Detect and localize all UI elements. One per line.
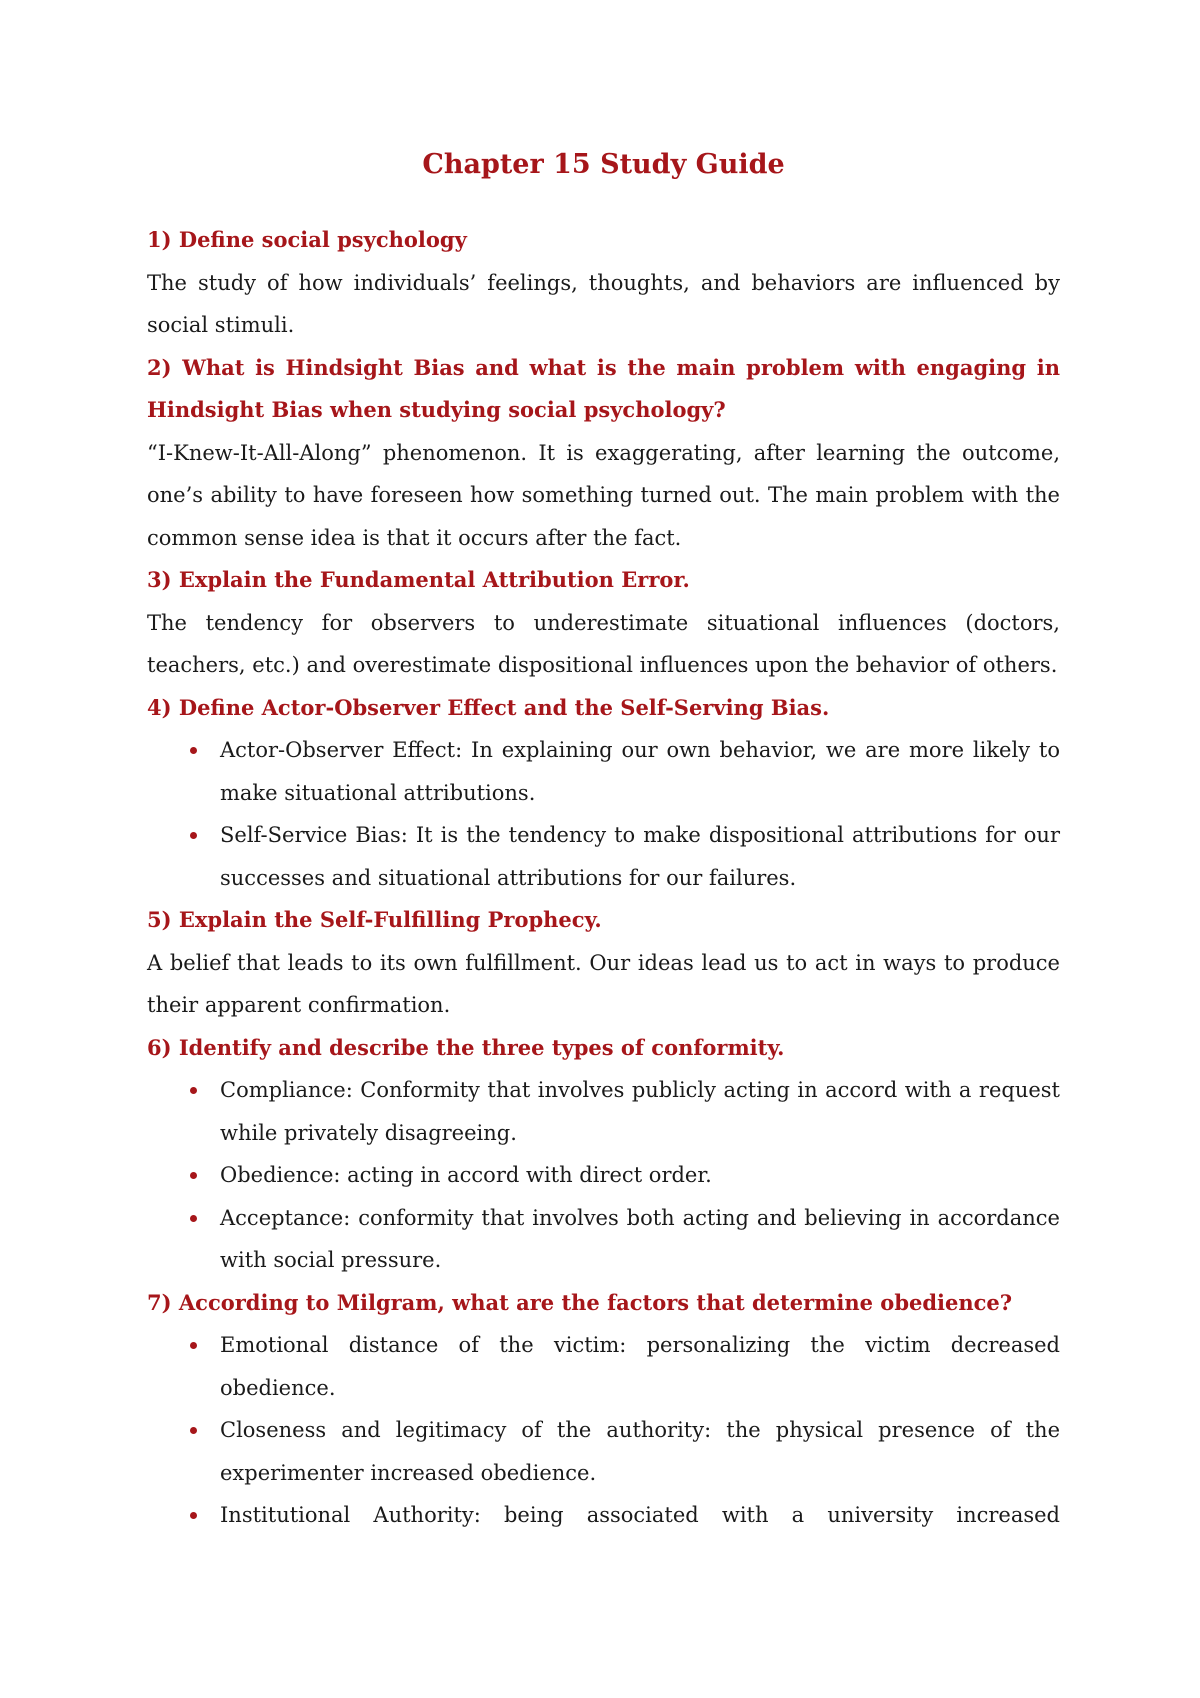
- list-item-text: Closeness and legitimacy of the authority: the physical presence of the experimenter increased obedience.: [220, 1418, 1060, 1485]
- list-item: [147, 1154, 1060, 1197]
- answer-7-list: [147, 1324, 1060, 1537]
- list-item: [147, 1494, 1060, 1537]
- bullet-icon: [190, 1512, 197, 1519]
- answer-5: A belief that leads to its own fulfillment. Our ideas lead us to act in ways to produce their apparent confirmation.: [147, 950, 1060, 1017]
- list-item-text: Acceptance: conformity that involves both acting and believing in accordance with social pressure.: [220, 1205, 1060, 1272]
- answer-2: “I-Knew-It-All-Along” phenomenon. It is exaggerating, after learning the outcome, one’s ability to have foreseen how something turned out. The main problem with the common sense idea is that it occurs after the fact.: [147, 440, 1060, 550]
- document-title: Chapter 15 Study Guide: [422, 149, 785, 180]
- list-item: [147, 729, 1060, 814]
- question-7: 7) According to Milgram, what are the factors that determine obedience?: [147, 1289, 1013, 1315]
- question-5: 5) Explain the Self-Fulfilling Prophecy.: [147, 907, 602, 932]
- question-2: 2) What is Hindsight Bias and what is the main problem with engaging in Hindsight Bias when studying social psychology?: [147, 354, 1060, 422]
- bullet-icon: [190, 747, 197, 754]
- list-item: [147, 1197, 1060, 1282]
- document-page: [147, 140, 1060, 1537]
- answer-3: The tendency for observers to underestimate situational influences (doctors, teachers, etc.) and overestimate dispositional influences upon the behavior of others.: [147, 610, 1060, 677]
- bullet-icon: [190, 1427, 197, 1434]
- list-item-text: Actor-Observer Effect: In explaining our own behavior, we are more likely to make situational attributions.: [220, 738, 1060, 805]
- list-item: [147, 814, 1060, 899]
- list-item-text: Institutional Authority: being associated with a university increased: [220, 1503, 1060, 1527]
- question-6: 6) Identify and describe the three types of conformity.: [147, 1034, 785, 1060]
- answer-1: The study of how individuals’ feelings, thoughts, and behaviors are influenced by social stimuli.: [147, 270, 1060, 337]
- bullet-icon: [190, 1087, 197, 1094]
- answer-4-list: [147, 729, 1060, 899]
- bullet-icon: [190, 832, 197, 839]
- bullet-icon: [190, 1215, 197, 1222]
- question-4: 4) Define Actor-Observer Effect and the Self-Serving Bias.: [147, 694, 830, 720]
- list-item: [147, 1409, 1060, 1494]
- list-item: [147, 1324, 1060, 1409]
- list-item-text: Self-Service Bias: It is the tendency to make dispositional attributions for our successes and situational attributions for our failures.: [220, 823, 1060, 890]
- list-item-text: Compliance: Conformity that involves publicly acting in accord with a request while privately disagreeing.: [220, 1078, 1060, 1145]
- bullet-icon: [190, 1342, 197, 1349]
- question-3: 3) Explain the Fundamental Attribution Error.: [147, 567, 690, 592]
- answer-6-list: [147, 1069, 1060, 1282]
- list-item-text: Obedience: acting in accord with direct order.: [220, 1163, 712, 1187]
- list-item-text: Emotional distance of the victim: personalizing the victim decreased obedience.: [220, 1333, 1060, 1400]
- bullet-icon: [190, 1172, 197, 1179]
- list-item: [147, 1069, 1060, 1154]
- question-1: 1) Define social psychology: [147, 227, 467, 252]
